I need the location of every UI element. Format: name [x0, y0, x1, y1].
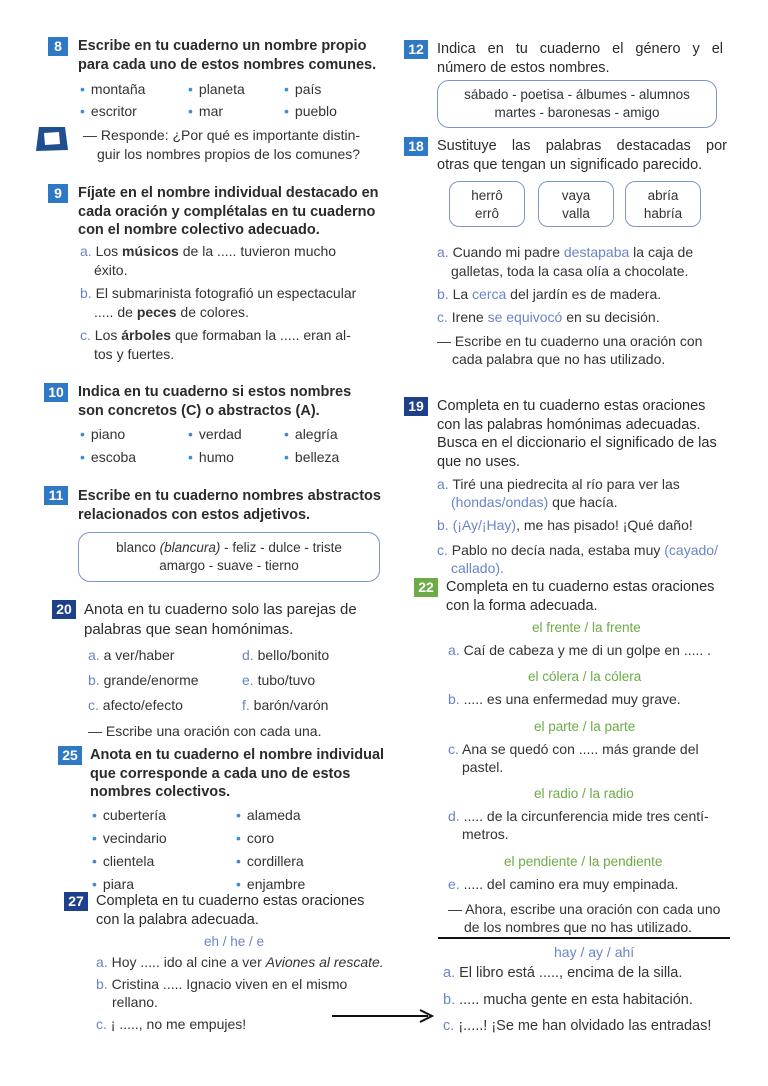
word-list-item: • montaña: [80, 81, 146, 97]
word-list-item: • clientela: [92, 853, 155, 869]
exercise-25-title: [90, 746, 388, 802]
exercise-19-item-a: a. Tiré una piedrecita al río para ver las: [437, 476, 680, 492]
exercise-9-item-b-cont: ..... de peces de colores.: [94, 304, 249, 320]
box-word: abría: [647, 188, 679, 203]
divider-line: [438, 937, 730, 939]
exercise-number-10: 10: [44, 383, 68, 402]
exercise-20-item: f. barón/varón: [242, 697, 329, 713]
title-line: Fíjate en el nombre individual destacado en: [78, 185, 379, 201]
exercise-19-item-a-cont: (hondas/ondas) que hacía.: [451, 494, 618, 510]
word-list-item: • mar: [188, 103, 224, 119]
word-list-item: • coro: [236, 830, 275, 846]
word-list-item: • planeta: [188, 81, 245, 97]
hay-item-a: a. El libro está ....., encima de la silla.: [443, 965, 683, 981]
word-pair-box: [625, 181, 701, 227]
exercise-number-25: 25: [58, 746, 82, 765]
exercise-27-item-a: a. Hoy ..... ido al cine a ver Aviones al rescate.: [96, 954, 384, 970]
title-line: cada oración y complétalas en tu cuaderno: [78, 203, 376, 220]
adjectives-box: [78, 532, 380, 582]
word-list-item: • belleza: [284, 449, 340, 465]
exercise-18-task: — Escribe en tu cuaderno una oración con: [437, 333, 703, 349]
exercise-22-options-b: el cólera / la cólera: [528, 669, 642, 684]
exercise-20-title: [84, 600, 389, 640]
exercise-20-item: a. a ver/haber: [88, 647, 175, 663]
box-word: vaya: [561, 188, 591, 203]
exercise-20-item: c. afecto/efecto: [88, 697, 183, 713]
box-line: amargo - suave - tierno: [159, 558, 299, 573]
title-line: número de estos nombres.: [437, 59, 610, 76]
word-list-item: • vecindario: [92, 830, 167, 846]
title-line: Completa en tu cuaderno estas oraciones: [96, 893, 365, 909]
exercise-10-title: [78, 383, 388, 420]
exercise-22-title: [446, 578, 728, 615]
hay-ay-ahi-options: hay / ay / ahí: [554, 944, 635, 960]
word-list-item: • alameda: [236, 807, 301, 823]
word-list-item: • verdad: [188, 426, 242, 442]
box-line: martes - baronesas - amigo: [494, 105, 660, 120]
exercise-number-20: 20: [52, 600, 76, 619]
word-list-item: • piano: [80, 426, 126, 442]
exercise-number-9: 9: [48, 184, 68, 203]
box-word: herrô: [471, 188, 503, 203]
title-line: Anota en tu cuaderno el nombre individual: [90, 747, 385, 763]
word-list-item: • humo: [188, 449, 234, 465]
word-list-item: • piara: [92, 876, 135, 892]
exercise-22-item-c: c. Ana se quedó con ..... más grande del: [448, 741, 699, 757]
exercise-18-task-cont: cada palabra que no has utilizado.: [452, 351, 666, 367]
exercise-20-item: e. tubo/tuvo: [242, 672, 316, 688]
exercise-18-title: [437, 137, 727, 174]
exercise-22-item-c-cont: pastel.: [462, 759, 504, 775]
exercise-22-options-c: el parte / la parte: [534, 719, 636, 734]
title-line: Completa en tu cuaderno estas oraciones: [446, 579, 715, 595]
speech-bubble-icon: [33, 124, 71, 154]
title-line: otras que tengan un significado parecido.: [437, 156, 703, 173]
exercise-18-item-a-cont: galletas, toda la casa olía a chocolate.: [451, 263, 689, 279]
exercise-9-item-c: c. Los árboles que formaban la ..... eran al-: [80, 327, 351, 343]
exercise-22-task: — Ahora, escribe una oración con cada uno: [448, 901, 721, 917]
title-line: Sustituye las palabras destacadas por: [437, 138, 727, 154]
exercise-22-item-b: b. ..... es una enfermedad muy grave.: [448, 691, 681, 707]
exercise-27-title: [96, 892, 388, 929]
exercise-12-title: [437, 40, 723, 77]
exercise-20-item: b. grande/enorme: [88, 672, 199, 688]
word-list-item: • alegría: [284, 426, 338, 442]
exercise-22-options-a: el frente / la frente: [532, 620, 641, 635]
title-line: con la palabra adecuada.: [96, 911, 259, 928]
exercise-27-options: eh / he / e: [204, 934, 265, 949]
box-line: blanco (blancura) - feliz - dulce - triste: [116, 540, 342, 555]
word-list-item: • escoba: [80, 449, 137, 465]
exercise-22-options-d: el radio / la radio: [534, 786, 634, 801]
exercise-22-item-e: e. ..... del camino era muy empinada.: [448, 876, 679, 892]
box-line: sábado - poetisa - álbumes - alumnos: [464, 87, 690, 102]
title-line: que corresponde a cada uno de estos: [90, 765, 351, 782]
exercise-8-question: guir los nombres propios de los comunes?: [97, 146, 361, 162]
exercise-22-item-d: d. ..... de la circunferencia mide tres centí-: [448, 808, 709, 824]
title-line: con la forma adecuada.: [446, 597, 598, 614]
exercise-9-item-a-cont: éxito.: [94, 262, 128, 278]
title-line: palabras que sean homónimas.: [84, 621, 294, 638]
box-word: valla: [562, 206, 590, 221]
exercise-18-item-b: b. La cerca del jardín es de madera.: [437, 286, 662, 302]
title-line: para cada uno de estos nombres comunes.: [78, 56, 377, 73]
word-pair-box: [538, 181, 614, 227]
exercise-18-item-c: c. Irene se equivocó en su decisión.: [437, 309, 660, 325]
nouns-box: [437, 80, 717, 128]
exercise-20-item: d. bello/bonito: [242, 647, 330, 663]
exercise-22-task-cont: de los nombres que no has utilizado.: [464, 919, 693, 935]
exercise-19-item-b: b. (¡Ay/¡Hay), me has pisado! ¡Qué daño!: [437, 517, 693, 533]
box-word: habría: [643, 206, 683, 221]
title-line: Escribe en tu cuaderno un nombre propio: [78, 38, 367, 54]
exercise-number-11: 11: [44, 486, 68, 505]
exercise-number-19: 19: [404, 397, 428, 416]
exercise-8-question: — Responde: ¿Por qué es importante distin-: [83, 127, 361, 143]
exercise-20-task: — Escribe una oración con cada una.: [88, 723, 322, 739]
exercise-number-12: 12: [404, 40, 428, 59]
title-line: nombres colectivos.: [90, 784, 231, 800]
exercise-number-27: 27: [64, 892, 88, 911]
word-pair-box: [449, 181, 525, 227]
title-line: que no uses.: [437, 453, 521, 470]
exercise-11-title: [78, 487, 388, 524]
exercise-9-item-c-cont: tos y fuertes.: [94, 346, 175, 362]
exercise-27-item-b-cont: rellano.: [112, 994, 158, 1010]
title-line: con las palabras homónimas adecuadas.: [437, 416, 701, 433]
word-list-item: • enjambre: [236, 876, 306, 892]
title-line: Completa en tu cuaderno estas oraciones: [437, 398, 706, 414]
hay-item-b: b. ..... mucha gente en esta habitación.: [443, 992, 693, 1008]
exercise-19-title: [437, 397, 727, 471]
exercise-19-item-c-cont: callado).: [451, 560, 504, 576]
exercise-9-item-a: a. Los músicos de la ..... tuvieron mucho: [80, 243, 337, 259]
arrow-right-icon: [330, 1008, 436, 1024]
exercise-8-title: [78, 37, 388, 74]
word-list-item: • escritor: [80, 103, 137, 119]
word-list-item: • cordillera: [236, 853, 304, 869]
word-list-item: • pueblo: [284, 103, 337, 119]
exercise-22-item-a: a. Caí de cabeza y me di un golpe en ..... .: [448, 642, 712, 658]
exercise-27-item-c: c. ¡ ....., no me empujes!: [96, 1016, 247, 1032]
exercise-number-18: 18: [404, 137, 428, 156]
title-line: Busca en el diccionario el significado de las: [437, 435, 717, 451]
hay-item-c: c. ¡.....! ¡Se me han olvidado las entradas!: [443, 1018, 712, 1034]
exercise-18-item-a: a. Cuando mi padre destapaba la caja de: [437, 244, 694, 260]
exercise-27-item-b: b. Cristina ..... Ignacio viven en el mismo: [96, 976, 348, 992]
title-line: Anota en tu cuaderno solo las parejas de: [84, 601, 357, 618]
word-list-item: • cubertería: [92, 807, 166, 823]
exercise-22-options-e: el pendiente / la pendiente: [504, 854, 663, 869]
title-line: Escribe en tu cuaderno nombres abstractos: [78, 488, 381, 504]
title-line: relacionados con estos adjetivos.: [78, 506, 311, 523]
title-line: Indica en tu cuaderno el género y el: [437, 41, 723, 57]
word-list-item: • país: [284, 81, 322, 97]
exercise-22-item-d-cont: metros.: [462, 826, 509, 842]
title-line: son concretos (C) o abstractos (A).: [78, 402, 320, 419]
exercise-9-title: [78, 184, 388, 240]
exercise-number-8: 8: [48, 37, 68, 56]
exercise-9-item-b: b. El submarinista fotografió un espectacular: [80, 285, 357, 301]
exercise-number-22: 22: [414, 578, 438, 597]
title-line: Indica en tu cuaderno si estos nombres: [78, 384, 352, 400]
exercise-19-item-c: c. Pablo no decía nada, estaba muy (cayado/: [437, 542, 718, 558]
title-line: con el nombre colectivo adecuado.: [78, 222, 320, 238]
box-word: errô: [474, 206, 499, 221]
